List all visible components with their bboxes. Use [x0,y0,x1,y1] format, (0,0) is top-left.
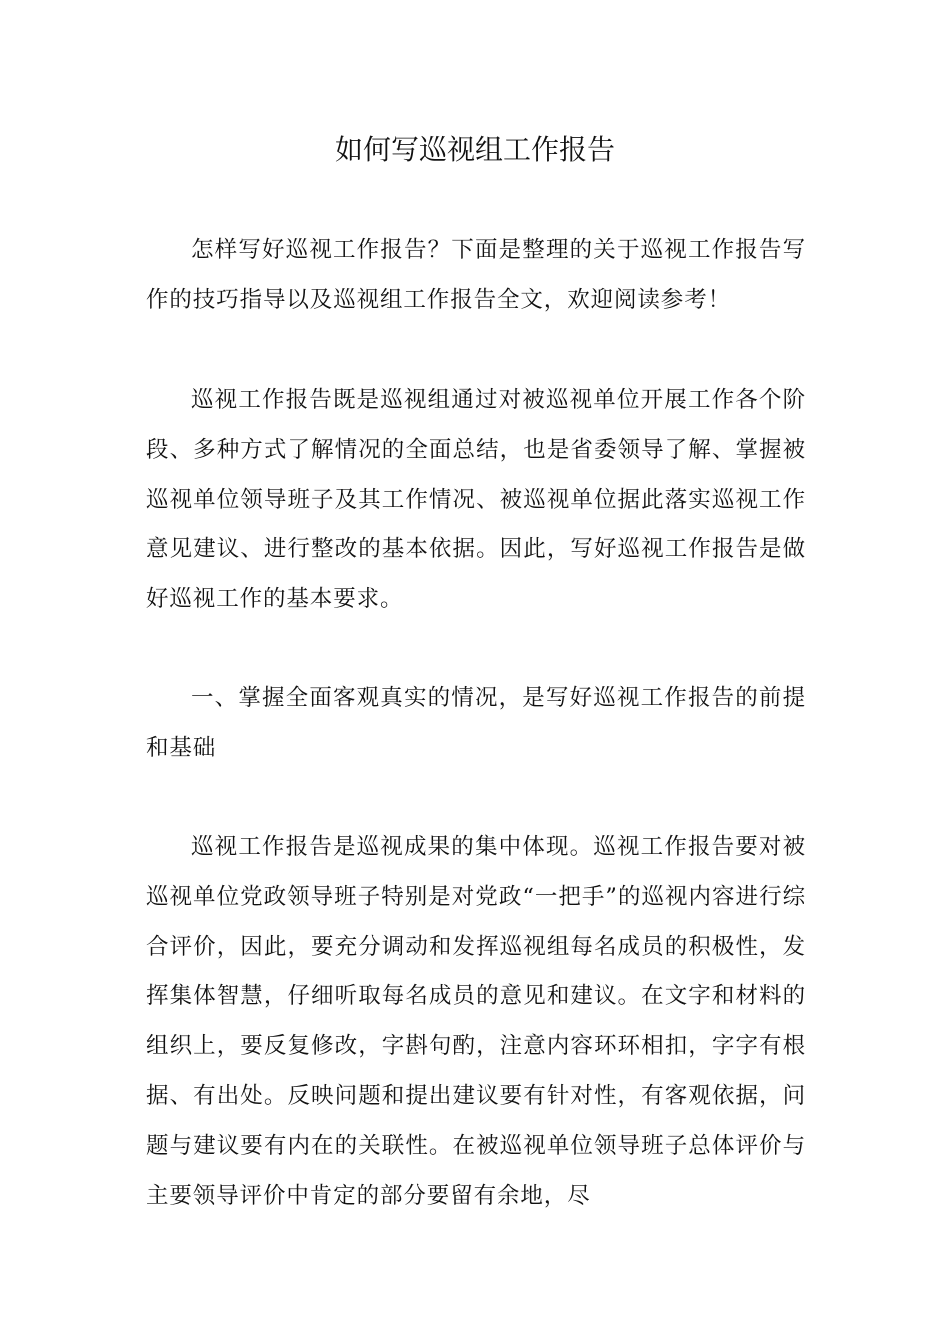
document-title: 如何写巡视组工作报告 [334,133,615,166]
body-paragraph-1: 巡视工作报告既是巡视组通过对被巡视单位开展工作各个阶段、多种方式了解情况的全面总结，也是省委领导了解、掌握被巡视单位领导班子及其工作情况、被巡视单位据此落实巡视工作意见建议、进行整改的基本依据。因此，写好巡视工作报告是做好巡视工作的基本要求。 [146,387,806,613]
intro-paragraph: 怎样写好巡视工作报告？下面是整理的关于巡视工作报告写作的技巧指导以及巡视组工作报告全文，欢迎阅读参考！ [146,237,806,313]
body-paragraph-2: 巡视工作报告是巡视成果的集中体现。巡视工作报告要对被巡视单位党政领导班子特别是对党政“一把手”的巡视内容进行综合评价，因此，要充分调动和发挥巡视组每名成员的积极性，发挥集体智慧，仔细听取每名成员的意见和建议。在文字和材料的组织上，要反复修改，字斟句酌，注意内容环环相扣，字字有根据、有出处。反映问题和提出建议要有针对性，有客观依据，问题与建议要有内在的关联性。在被巡视单位领导班子总体评价与主要领导评价中肯定的部分要留有余地，尽 [146,834,806,1209]
section-heading-1: 一、掌握全面客观真实的情况，是写好巡视工作报告的前提和基础 [146,685,806,761]
